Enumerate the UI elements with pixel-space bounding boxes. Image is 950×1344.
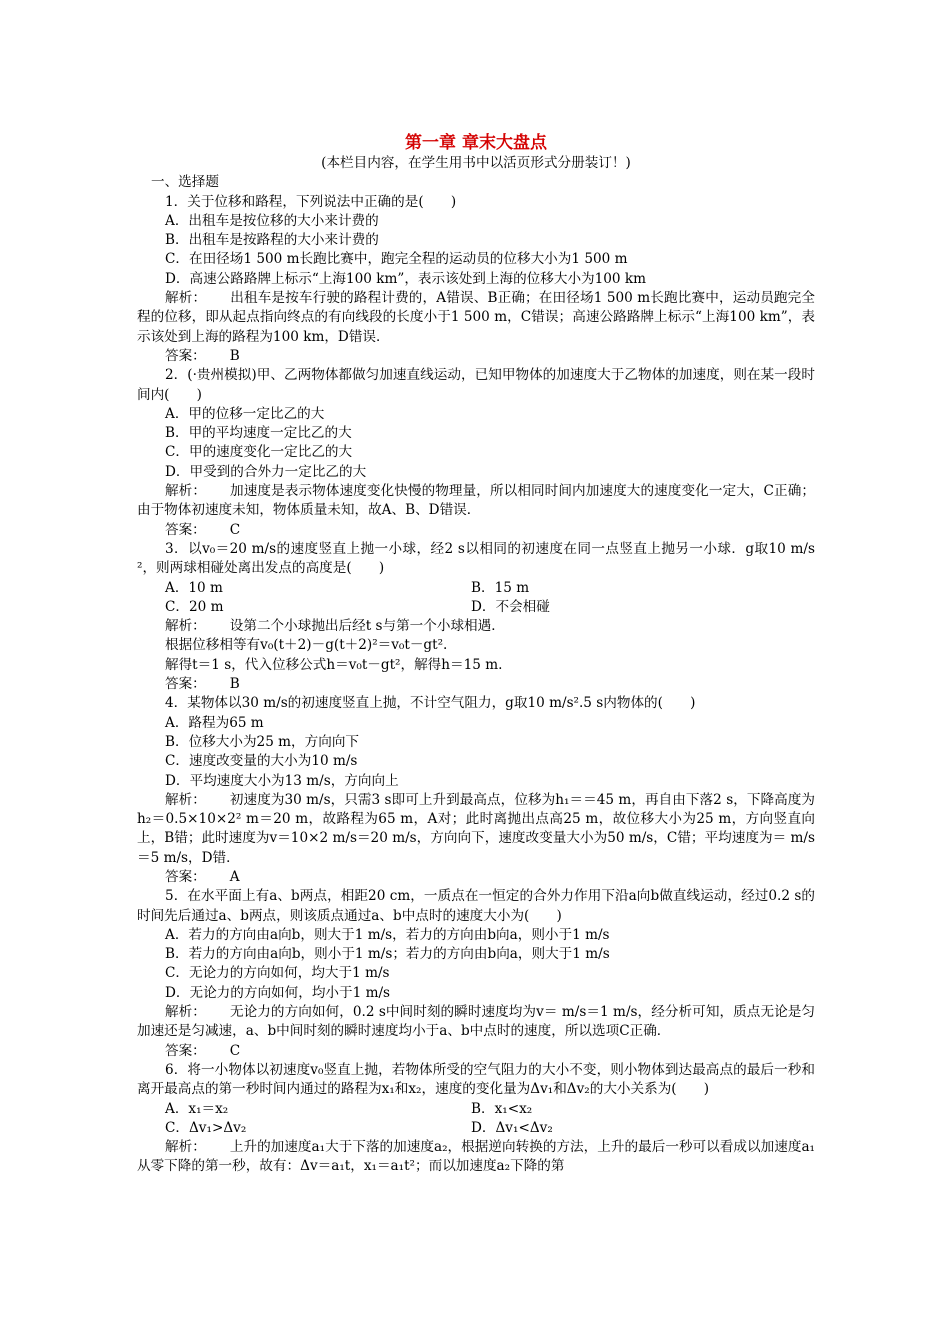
option-a: A．路程为65 m: [165, 714, 264, 731]
answer: 答案： C: [165, 1042, 241, 1059]
question-stem: 2．(·贵州模拟)甲、乙两物体都做匀加速直线运动，已知甲物体的加速度大于乙物体的加速度，则在某一段时间内( ): [137, 367, 815, 403]
option-d: D．无论力的方向如何，均小于1 m/s: [165, 984, 391, 1001]
page-subtitle: (本栏目内容，在学生用书中以活页形式分册装订！): [321, 155, 631, 171]
question-stem: 3．以v₀＝20 m/s的速度竖直上抛一小球，经2 s以相同的初速度在同一点竖直上抛另一小球．g取10 m/s²，则两球相碰处离出发点的高度是( ): [137, 540, 815, 577]
option-a: A．若力的方向由a向b，则大于1 m/s，若力的方向由b向a，则小于1 m/s: [165, 926, 610, 943]
option-b: B．15 m: [471, 579, 530, 596]
option-c: C．在田径场1 500 m长跑比赛中，跑完全程的运动员的位移大小为1 500 m: [165, 251, 628, 268]
page-title: 第一章 章末大盘点: [405, 133, 547, 153]
option-d: D．不会相碰: [471, 598, 550, 615]
question-2: [137, 366, 815, 540]
option-c: C．Δv₁>Δv₂: [165, 1119, 247, 1136]
option-b: B．若力的方向由a向b，则小于1 m/s；若力的方向由b向a，则大于1 m/s: [165, 946, 610, 963]
option-a: A．10 m: [165, 579, 223, 596]
answer: 答案： B: [165, 347, 240, 364]
option-a: A．x₁＝x₂: [165, 1100, 229, 1117]
question-3: [137, 540, 815, 694]
analysis: 解析： 上升的加速度a₁大于下落的加速度a₂，根据逆向转换的方法，上升的最后一秒可以看成以加速度a₁从零下降的第一秒，故有：Δv＝a₁t，x₁＝a₁t²；而以加速度a₂下降的第: [137, 1139, 815, 1175]
analysis-line: 根据位移相等有v₀(t＋2)－g(t＋2)²＝v₀t－gt².: [165, 637, 448, 654]
question-stem: 4．某物体以30 m/s的初速度竖直上抛，不计空气阻力，g取10 m/s².5 s内物体的( ): [165, 695, 696, 712]
option-a: A．出租车是按位移的大小来计费的: [165, 212, 379, 229]
options-row: [137, 1119, 815, 1138]
question-4: [137, 694, 815, 887]
option-b: B．x₁<x₂: [471, 1100, 533, 1117]
question-stem: 1．关于位移和路程，下列说法中正确的是( ): [165, 193, 457, 210]
option-d: D．高速公路路牌上标示“上海100 km”，表示该处到上海的位移大小为100 km: [165, 270, 647, 287]
analysis: 解析： 出租车是按车行驶的路程计费的，A错误、B正确；在田径场1 500 m长跑比赛中，运动员跑完全程的位移，即从起点指向终点的有向线段的长度小于1 500 m，C错误；高速公路路牌上标示“上海100 km”，表示该处到上海的路程为100 km，D错误．: [137, 290, 816, 345]
options-row: [137, 1100, 815, 1119]
document-body: [137, 132, 815, 1177]
analysis: 解析： 无论力的方向如何，0.2 s中间时刻的瞬时速度均为v＝ m/s＝1 m/s，经分析可知，质点无论是匀加速还是匀减速，a、b中间时刻的瞬时速度均小于a、b中点时的速度，所以选项C正确．: [137, 1004, 816, 1040]
analysis-line: 解得t＝1 s，代入位移公式h＝v₀t－gt²，解得h＝15 m.: [165, 656, 503, 673]
question-stem: 6．将一小物体以初速度v₀竖直上抛，若物体所受的空气阻力的大小不变，则小物体到达最高点的最后一秒和离开最高点的第一秒时间内通过的路程为x₁和x₂，速度的变化量为Δv₁和Δv₂的大小关系为( ): [137, 1061, 815, 1098]
analysis: 解析： 初速度为30 m/s，只需3 s即可上升到最高点，位移为h₁＝＝45 m，再自由下落2 s，下降高度为h₂＝0.5×10×2² m＝20 m，故路程为65 m，A对；此时离抛出点高25 m，故位移大小为25 m，方向竖直向上，B错；此时速度为v＝10×2 m/s＝20 m/s，方向向下，速度改变量大小为50 m/s，C错；平均速度为＝ m/s＝5 m/s，D错．: [137, 791, 816, 866]
option-d: D．平均速度大小为13 m/s，方向向上: [165, 772, 399, 789]
question-1: [137, 193, 815, 367]
question-stem: 5．在水平面上有a、b两点，相距20 cm，一质点在一恒定的合外力作用下沿a向b做直线运动，经过0.2 s的时间先后通过a、b两点，则该质点通过a、b中点时的速度大小为( ): [137, 888, 815, 924]
question-5: [137, 887, 815, 1061]
options-row: [137, 579, 815, 598]
analysis: 解析： 设第二个小球抛出后经t s与第一个小球相遇．: [165, 618, 505, 635]
question-6: [137, 1061, 815, 1177]
answer: 答案： C: [165, 521, 241, 538]
option-d: D．甲受到的合外力一定比乙的大: [165, 463, 367, 480]
answer: 答案： B: [165, 676, 240, 693]
option-a: A．甲的位移一定比乙的大: [165, 405, 325, 422]
option-d: D．Δv₁<Δv₂: [471, 1119, 553, 1136]
answer: 答案： A: [165, 868, 240, 885]
option-b: B．出租车是按路程的大小来计费的: [165, 232, 379, 249]
options-row: [137, 598, 815, 617]
option-c: C．速度改变量的大小为10 m/s: [165, 753, 358, 770]
option-b: B．甲的平均速度一定比乙的大: [165, 425, 352, 442]
option-c: C．甲的速度变化一定比乙的大: [165, 444, 353, 461]
option-b: B．位移大小为25 m，方向向下: [165, 733, 360, 750]
option-c: C．20 m: [165, 598, 224, 615]
analysis: 解析： 加速度是表示物体速度变化快慢的物理量，所以相同时间内加速度大的速度变化一定大，C正确；由于物体初速度未知，物体质量未知，故A、B、D错误．: [137, 483, 815, 519]
section-heading: 一、选择题: [151, 174, 219, 191]
option-c: C．无论力的方向如何，均大于1 m/s: [165, 965, 390, 982]
